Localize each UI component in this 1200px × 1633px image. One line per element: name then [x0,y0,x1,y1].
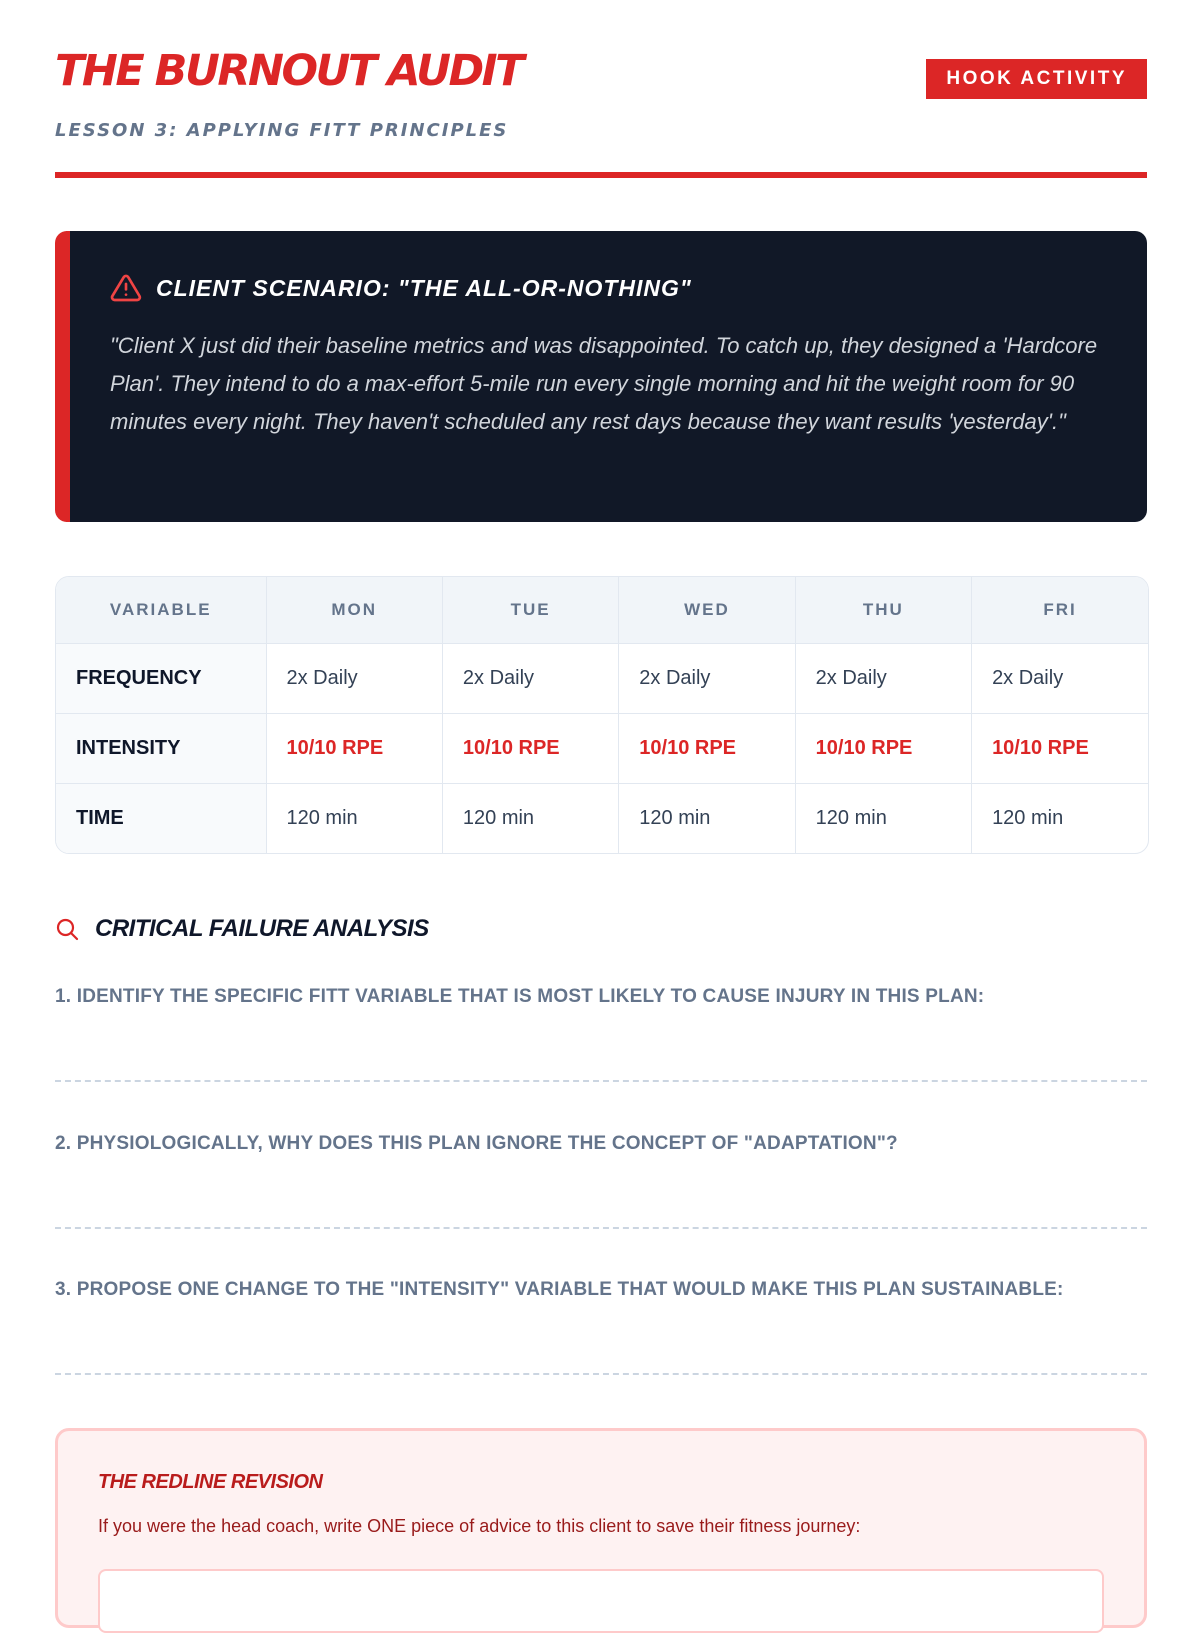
page-title: THE BURNOUT AUDIT [55,46,523,96]
search-icon [55,917,79,941]
column-header: WED [619,577,795,644]
table-cell: 2x Daily [266,644,442,714]
table-row [56,644,1148,714]
table-cell: 10/10 RPE [266,714,442,784]
table-cell: 10/10 RPE [795,714,971,784]
variable-label: TIME [56,784,266,854]
warning-triangle-icon [110,272,142,304]
redline-title: THE REDLINE REVISION [98,1471,323,1493]
advice-answer-box[interactable] [98,1569,1104,1633]
question-text: 1. IDENTIFY THE SPECIFIC FITT VARIABLE THAT IS MOST LIKELY TO CAUSE INJURY IN THIS PLAN: [55,986,985,1007]
table-cell: 120 min [972,784,1148,854]
redline-revision-card [55,1428,1147,1628]
analysis-header [55,915,429,943]
column-header: FRI [972,577,1148,644]
table-cell: 2x Daily [619,644,795,714]
column-header: MON [266,577,442,644]
worksheet-page [55,0,1147,1536]
table-cell: 2x Daily [795,644,971,714]
column-header: VARIABLE [56,577,266,644]
column-header: TUE [442,577,618,644]
table-cell: 10/10 RPE [619,714,795,784]
table-cell: 120 min [619,784,795,854]
table-cell: 2x Daily [972,644,1148,714]
table-row [56,714,1148,784]
column-header: THU [795,577,971,644]
hook-activity-badge: HOOK ACTIVITY [926,59,1147,99]
table-cell: 120 min [266,784,442,854]
scenario-description: "Client X just did their baseline metrics and was disappointed. To catch up, they designed a 'Hardcore Plan'. They intend to do a max-effort 5-mile run every single morning and hit the weight room for 90 minutes every night. They haven't scheduled any rest days because they want results 'yesterday'." [110,333,1098,434]
scenario-title: CLIENT SCENARIO: "THE ALL-OR-NOTHING" [156,274,692,301]
table-cell: 120 min [442,784,618,854]
table-cell: 10/10 RPE [442,714,618,784]
question-text: 2. PHYSIOLOGICALLY, WHY DOES THIS PLAN IGNORE THE CONCEPT OF "ADAPTATION"? [55,1133,898,1154]
variable-label: FREQUENCY [56,644,266,714]
question-2[interactable] [55,1133,1147,1229]
fitt-plan-table [55,576,1149,854]
scenario-header [110,271,1107,305]
table-row [56,784,1148,854]
redline-instructions: If you were the head coach, write ONE piece of advice to this client to save their fitness journey: [98,1516,861,1536]
analysis-title: CRITICAL FAILURE ANALYSIS [95,915,429,942]
table-cell: 120 min [795,784,971,854]
table-header-row [56,577,1148,644]
lesson-subtitle: LESSON 3: APPLYING FITT PRINCIPLES [55,120,509,141]
header [55,0,1147,178]
variable-label: INTENSITY [56,714,266,784]
table-cell: 2x Daily [442,644,618,714]
table-cell: 10/10 RPE [972,714,1148,784]
question-1[interactable] [55,986,1147,1082]
question-text: 3. PROPOSE ONE CHANGE TO THE "INTENSITY" VARIABLE THAT WOULD MAKE THIS PLAN SUSTAINABLE: [55,1279,1064,1300]
question-3[interactable] [55,1279,1147,1375]
client-scenario-card [55,231,1147,522]
